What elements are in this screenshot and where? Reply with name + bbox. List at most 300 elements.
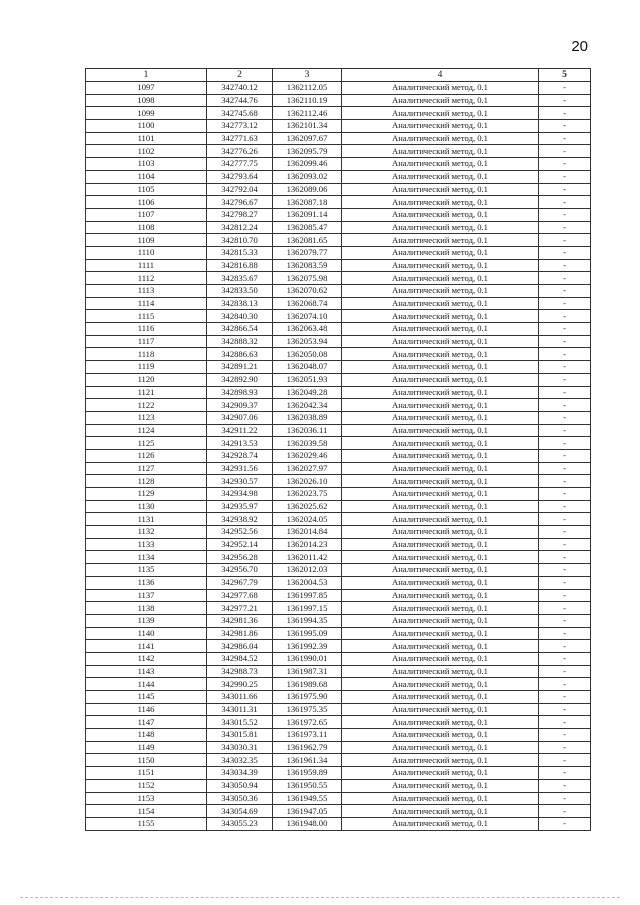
table-cell: - (539, 614, 591, 627)
table-cell: 342907.06 (207, 411, 273, 424)
table-cell: 1362038.89 (273, 411, 342, 424)
table-cell: 1362074.10 (273, 310, 342, 323)
table-cell: Аналитический метод, 0.1 (342, 82, 539, 95)
table-cell: 1132 (86, 526, 207, 539)
table-cell: 1134 (86, 551, 207, 564)
table-cell: - (539, 564, 591, 577)
table-row (86, 107, 591, 120)
table-cell: 1362049.28 (273, 386, 342, 399)
table-cell: 1361975.90 (273, 691, 342, 704)
table-cell: 342913.53 (207, 437, 273, 450)
table-cell: 1121 (86, 386, 207, 399)
table-cell: 1137 (86, 589, 207, 602)
table-cell: - (539, 246, 591, 259)
table-cell: - (539, 335, 591, 348)
table-cell: Аналитический метод, 0.1 (342, 170, 539, 183)
table-row (86, 805, 591, 818)
table-cell: Аналитический метод, 0.1 (342, 551, 539, 564)
table-row (86, 285, 591, 298)
table-cell: 342792.04 (207, 183, 273, 196)
table-row (86, 437, 591, 450)
table-cell: Аналитический метод, 0.1 (342, 754, 539, 767)
table-cell: 1142 (86, 652, 207, 665)
table-cell: - (539, 488, 591, 501)
table-cell: 1362099.46 (273, 158, 342, 171)
table-cell: 1127 (86, 462, 207, 475)
table-row (86, 196, 591, 209)
table-cell: 1361990.01 (273, 652, 342, 665)
table-cell: 1101 (86, 132, 207, 145)
table-cell: 1361995.09 (273, 627, 342, 640)
table-cell: 342888.32 (207, 335, 273, 348)
table-cell: Аналитический метод, 0.1 (342, 703, 539, 716)
table-row (86, 373, 591, 386)
table-row (86, 94, 591, 107)
table-row (86, 652, 591, 665)
table-cell: 342952.14 (207, 538, 273, 551)
table-cell: 1362042.34 (273, 399, 342, 412)
table-row (86, 399, 591, 412)
table-row (86, 335, 591, 348)
table-cell: 1122 (86, 399, 207, 412)
table-cell: Аналитический метод, 0.1 (342, 399, 539, 412)
table-cell: Аналитический метод, 0.1 (342, 526, 539, 539)
table-cell: 1361973.11 (273, 729, 342, 742)
table-cell: 1119 (86, 361, 207, 374)
table-row (86, 462, 591, 475)
table-cell: 1362095.79 (273, 145, 342, 158)
table-cell: Аналитический метод, 0.1 (342, 145, 539, 158)
table-cell: - (539, 183, 591, 196)
table-cell: 342977.21 (207, 602, 273, 615)
table-cell: 1113 (86, 285, 207, 298)
table-cell: - (539, 576, 591, 589)
table-cell: Аналитический метод, 0.1 (342, 640, 539, 653)
table-cell: 1361950.55 (273, 779, 342, 792)
table-cell: - (539, 792, 591, 805)
table-cell: Аналитический метод, 0.1 (342, 246, 539, 259)
table-cell: 342911.22 (207, 424, 273, 437)
table-cell: 1116 (86, 323, 207, 336)
table-cell: 1362083.59 (273, 259, 342, 272)
table-cell: 1362012.03 (273, 564, 342, 577)
table-cell: Аналитический метод, 0.1 (342, 678, 539, 691)
table-cell: - (539, 170, 591, 183)
table-row (86, 526, 591, 539)
table-cell: 1362051.93 (273, 373, 342, 386)
table-cell: 1362085.47 (273, 221, 342, 234)
table-cell: - (539, 145, 591, 158)
table-cell: - (539, 589, 591, 602)
table-cell: 342956.28 (207, 551, 273, 564)
table-cell: 343032.35 (207, 754, 273, 767)
table-cell: - (539, 754, 591, 767)
table-cell: 1362050.08 (273, 348, 342, 361)
table-cell: 1147 (86, 716, 207, 729)
table-row (86, 564, 591, 577)
table-cell: 342796.67 (207, 196, 273, 209)
table-cell: 1362053.94 (273, 335, 342, 348)
table-cell: 1362036.11 (273, 424, 342, 437)
table-cell: Аналитический метод, 0.1 (342, 297, 539, 310)
table-cell: Аналитический метод, 0.1 (342, 564, 539, 577)
table-cell: Аналитический метод, 0.1 (342, 792, 539, 805)
table-cell: Аналитический метод, 0.1 (342, 323, 539, 336)
table-cell: Аналитический метод, 0.1 (342, 310, 539, 323)
table-cell: - (539, 449, 591, 462)
table-cell: 1141 (86, 640, 207, 653)
table-cell: 342815.33 (207, 246, 273, 259)
table-row (86, 246, 591, 259)
table-row (86, 716, 591, 729)
table-cell: 1150 (86, 754, 207, 767)
table-cell: 1362026.10 (273, 475, 342, 488)
table-cell: - (539, 158, 591, 171)
table-row (86, 449, 591, 462)
table-row (86, 310, 591, 323)
table-cell: - (539, 665, 591, 678)
table-cell: 1143 (86, 665, 207, 678)
table-cell: 1154 (86, 805, 207, 818)
table-cell: Аналитический метод, 0.1 (342, 424, 539, 437)
table-cell: - (539, 526, 591, 539)
table-row (86, 767, 591, 780)
table-cell: - (539, 424, 591, 437)
table-cell: - (539, 107, 591, 120)
table-cell: Аналитический метод, 0.1 (342, 500, 539, 513)
table-cell: 1362081.65 (273, 234, 342, 247)
table-cell: - (539, 640, 591, 653)
table-cell: Аналитический метод, 0.1 (342, 411, 539, 424)
table-cell: Аналитический метод, 0.1 (342, 132, 539, 145)
table-cell: Аналитический метод, 0.1 (342, 361, 539, 374)
table-cell: Аналитический метод, 0.1 (342, 373, 539, 386)
table-cell: 342798.27 (207, 208, 273, 221)
table-cell: 1131 (86, 513, 207, 526)
table-cell: 342773.12 (207, 120, 273, 133)
table-cell: Аналитический метод, 0.1 (342, 627, 539, 640)
table-cell: - (539, 310, 591, 323)
table-cell: 1362093.02 (273, 170, 342, 183)
footer-divider (20, 897, 620, 898)
table-cell: Аналитический метод, 0.1 (342, 652, 539, 665)
table-row (86, 208, 591, 221)
table-cell: 1362091.14 (273, 208, 342, 221)
table-cell: Аналитический метод, 0.1 (342, 94, 539, 107)
table-cell: 1136 (86, 576, 207, 589)
table-row (86, 323, 591, 336)
table-row (86, 817, 591, 830)
column-header-5: 5 (539, 69, 591, 82)
table-row (86, 589, 591, 602)
table-cell: - (539, 729, 591, 742)
table-cell: 1362024.05 (273, 513, 342, 526)
table-cell: 1115 (86, 310, 207, 323)
table-cell: 1135 (86, 564, 207, 577)
table-cell: 1362110.19 (273, 94, 342, 107)
table-cell: 342986.04 (207, 640, 273, 653)
table-cell: - (539, 678, 591, 691)
table-cell: - (539, 691, 591, 704)
table-cell: 1138 (86, 602, 207, 615)
table-cell: 343011.31 (207, 703, 273, 716)
table-cell: 1120 (86, 373, 207, 386)
table-row (86, 614, 591, 627)
table-cell: 1362097.67 (273, 132, 342, 145)
table-cell: 1097 (86, 82, 207, 95)
coordinates-table (85, 68, 591, 831)
column-header-3: 3 (273, 69, 342, 82)
table-cell: Аналитический метод, 0.1 (342, 729, 539, 742)
table-cell: 1106 (86, 196, 207, 209)
table-cell: 343030.31 (207, 741, 273, 754)
table-cell: 1362029.46 (273, 449, 342, 462)
table-cell: 1112 (86, 272, 207, 285)
table-row (86, 272, 591, 285)
table-cell: Аналитический метод, 0.1 (342, 335, 539, 348)
table-cell: 1099 (86, 107, 207, 120)
table-cell: 1144 (86, 678, 207, 691)
table-cell: - (539, 652, 591, 665)
table-cell: 1362011.42 (273, 551, 342, 564)
table-cell: 342909.37 (207, 399, 273, 412)
table-cell: - (539, 741, 591, 754)
table-cell: Аналитический метод, 0.1 (342, 576, 539, 589)
table-cell: 1104 (86, 170, 207, 183)
table-cell: 1110 (86, 246, 207, 259)
table-cell: 342988.73 (207, 665, 273, 678)
table-cell: 1124 (86, 424, 207, 437)
table-cell: 342898.93 (207, 386, 273, 399)
table-cell: Аналитический метод, 0.1 (342, 767, 539, 780)
table-cell: Аналитический метод, 0.1 (342, 741, 539, 754)
table-cell: - (539, 716, 591, 729)
table-cell: Аналитический метод, 0.1 (342, 475, 539, 488)
table-cell: 343055.23 (207, 817, 273, 830)
table-cell: - (539, 208, 591, 221)
table-cell: 1149 (86, 741, 207, 754)
table-cell: - (539, 805, 591, 818)
table-cell: 1362014.23 (273, 538, 342, 551)
table-cell: Аналитический метод, 0.1 (342, 272, 539, 285)
table-cell: - (539, 196, 591, 209)
table-cell: 1361997.85 (273, 589, 342, 602)
table-cell: - (539, 475, 591, 488)
table-cell: 1145 (86, 691, 207, 704)
table-cell: 1152 (86, 779, 207, 792)
table-cell: 1105 (86, 183, 207, 196)
table-row (86, 779, 591, 792)
table-cell: 342840.30 (207, 310, 273, 323)
table-cell: 1362039.58 (273, 437, 342, 450)
table-row (86, 132, 591, 145)
table-cell: 342833.50 (207, 285, 273, 298)
table-row (86, 145, 591, 158)
table-row (86, 259, 591, 272)
table-cell: 342744.76 (207, 94, 273, 107)
table-cell: Аналитический метод, 0.1 (342, 691, 539, 704)
table-cell: 342838.13 (207, 297, 273, 310)
table-cell: Аналитический метод, 0.1 (342, 158, 539, 171)
table-cell: 1361989.68 (273, 678, 342, 691)
table-cell: - (539, 234, 591, 247)
table-cell: Аналитический метод, 0.1 (342, 183, 539, 196)
table-cell: - (539, 779, 591, 792)
table-row (86, 234, 591, 247)
table-cell: - (539, 221, 591, 234)
table-cell: - (539, 767, 591, 780)
table-cell: 1153 (86, 792, 207, 805)
table-row (86, 386, 591, 399)
table-row (86, 754, 591, 767)
table-cell: 1362014.84 (273, 526, 342, 539)
table-cell: - (539, 285, 591, 298)
table-cell: - (539, 94, 591, 107)
table-cell: Аналитический метод, 0.1 (342, 488, 539, 501)
table-row (86, 183, 591, 196)
table-row (86, 665, 591, 678)
table-cell: 1362079.77 (273, 246, 342, 259)
table-cell: Аналитический метод, 0.1 (342, 589, 539, 602)
table-cell: 342984.52 (207, 652, 273, 665)
table-cell: 1128 (86, 475, 207, 488)
table-cell: Аналитический метод, 0.1 (342, 208, 539, 221)
table-cell: - (539, 817, 591, 830)
table-cell: 342990.25 (207, 678, 273, 691)
table-cell: Аналитический метод, 0.1 (342, 285, 539, 298)
table-cell: 1361972.65 (273, 716, 342, 729)
table-cell: - (539, 538, 591, 551)
table-row (86, 424, 591, 437)
table-cell: 1109 (86, 234, 207, 247)
table-cell: Аналитический метод, 0.1 (342, 437, 539, 450)
table-cell: 1361959.89 (273, 767, 342, 780)
table-row (86, 361, 591, 374)
table-cell: - (539, 373, 591, 386)
table-cell: 342771.63 (207, 132, 273, 145)
table-cell: 1108 (86, 221, 207, 234)
table-row (86, 297, 591, 310)
table-cell: 1107 (86, 208, 207, 221)
table-cell: Аналитический метод, 0.1 (342, 716, 539, 729)
table-cell: - (539, 272, 591, 285)
table-cell: - (539, 259, 591, 272)
table-cell: - (539, 437, 591, 450)
table-cell: 1362112.05 (273, 82, 342, 95)
table-cell: 1118 (86, 348, 207, 361)
table-cell: Аналитический метод, 0.1 (342, 817, 539, 830)
table-row (86, 348, 591, 361)
table-cell: - (539, 348, 591, 361)
table-cell: 1362112.46 (273, 107, 342, 120)
table-cell: 342745.68 (207, 107, 273, 120)
table-cell: Аналитический метод, 0.1 (342, 665, 539, 678)
table-cell: Аналитический метод, 0.1 (342, 234, 539, 247)
table-cell: 1362089.06 (273, 183, 342, 196)
table-row (86, 475, 591, 488)
table-cell: 1361975.35 (273, 703, 342, 716)
table-cell: 1123 (86, 411, 207, 424)
table-cell: 1140 (86, 627, 207, 640)
table-cell: Аналитический метод, 0.1 (342, 779, 539, 792)
table-cell: 342886.63 (207, 348, 273, 361)
table-cell: 1117 (86, 335, 207, 348)
table-row (86, 120, 591, 133)
table-cell: - (539, 323, 591, 336)
table-cell: 1146 (86, 703, 207, 716)
table-cell: 1130 (86, 500, 207, 513)
table-cell: 1361948.00 (273, 817, 342, 830)
table-cell: 342812.24 (207, 221, 273, 234)
table-cell: 342866.54 (207, 323, 273, 336)
table-cell: 1155 (86, 817, 207, 830)
table-row (86, 82, 591, 95)
table-cell: 1362087.18 (273, 196, 342, 209)
table-cell: Аналитический метод, 0.1 (342, 462, 539, 475)
table-row (86, 792, 591, 805)
table-cell: 342891.21 (207, 361, 273, 374)
table-cell: 1133 (86, 538, 207, 551)
table-cell: 1125 (86, 437, 207, 450)
table-cell: 1103 (86, 158, 207, 171)
table-cell: 1362068.74 (273, 297, 342, 310)
table-cell: 1111 (86, 259, 207, 272)
table-cell: 342816.88 (207, 259, 273, 272)
table-cell: 1100 (86, 120, 207, 133)
table-row (86, 627, 591, 640)
table-cell: 342956.70 (207, 564, 273, 577)
table-cell: 1129 (86, 488, 207, 501)
table-cell: 1362048.07 (273, 361, 342, 374)
table-cell: 1126 (86, 449, 207, 462)
table-row (86, 488, 591, 501)
table-cell: - (539, 399, 591, 412)
table-cell: 343050.36 (207, 792, 273, 805)
table-cell: 342981.86 (207, 627, 273, 640)
table-cell: 1114 (86, 297, 207, 310)
table-row (86, 158, 591, 171)
table-cell: 1139 (86, 614, 207, 627)
table-cell: 1362025.62 (273, 500, 342, 513)
table-cell: 1361962.79 (273, 741, 342, 754)
table-cell: 1361949.55 (273, 792, 342, 805)
table-cell: Аналитический метод, 0.1 (342, 449, 539, 462)
table-cell: - (539, 703, 591, 716)
table-cell: Аналитический метод, 0.1 (342, 259, 539, 272)
table-cell: - (539, 361, 591, 374)
table-cell: Аналитический метод, 0.1 (342, 348, 539, 361)
table-cell: Аналитический метод, 0.1 (342, 386, 539, 399)
table-cell: Аналитический метод, 0.1 (342, 513, 539, 526)
table-cell: Аналитический метод, 0.1 (342, 120, 539, 133)
table-cell: 1362027.97 (273, 462, 342, 475)
table-cell: 342934.98 (207, 488, 273, 501)
table-cell: 342835.67 (207, 272, 273, 285)
table-cell: 343015.81 (207, 729, 273, 742)
table-row (86, 640, 591, 653)
table-row (86, 513, 591, 526)
table-cell: 1361997.15 (273, 602, 342, 615)
table-row (86, 691, 591, 704)
table-cell: Аналитический метод, 0.1 (342, 538, 539, 551)
table-cell: Аналитический метод, 0.1 (342, 196, 539, 209)
table-cell: 342776.26 (207, 145, 273, 158)
table-cell: 342810.70 (207, 234, 273, 247)
table-cell: 342793.64 (207, 170, 273, 183)
table-row (86, 411, 591, 424)
table-cell: 1098 (86, 94, 207, 107)
page-number: 20 (571, 38, 588, 55)
